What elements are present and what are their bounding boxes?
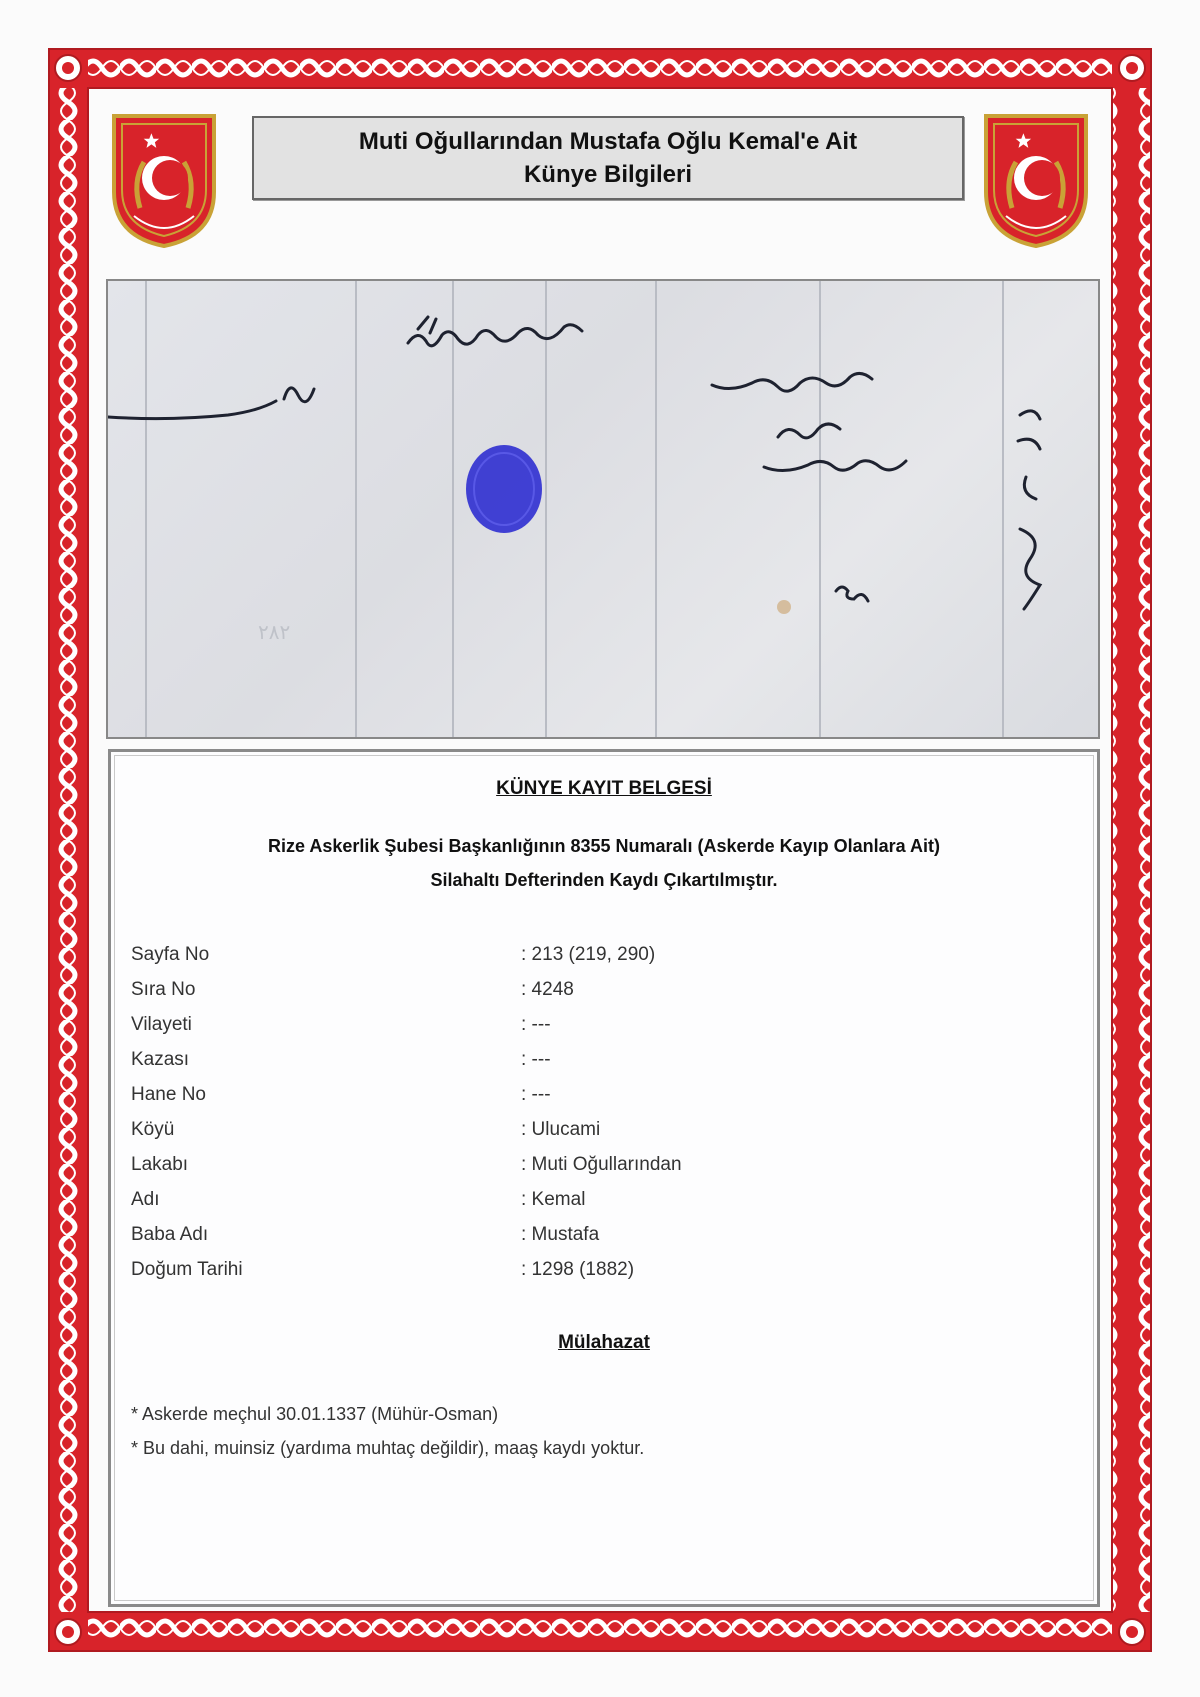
manuscript-image bbox=[106, 279, 1100, 739]
field-value: : Ulucami bbox=[521, 1119, 601, 1140]
field-label: Adı bbox=[131, 1189, 160, 1210]
field-value: : Kemal bbox=[521, 1189, 586, 1210]
field-row bbox=[131, 1014, 1031, 1044]
record-panel bbox=[108, 749, 1100, 1607]
field-label: Kazası bbox=[131, 1049, 190, 1070]
field-value: : Mustafa bbox=[521, 1224, 600, 1245]
field-value: : --- bbox=[521, 1084, 551, 1105]
field-row bbox=[131, 1154, 1031, 1184]
field-label: Doğum Tarihi bbox=[131, 1259, 243, 1280]
field-label: Köyü bbox=[131, 1119, 175, 1140]
svg-text:٢٨٢: ٢٨٢ bbox=[258, 620, 291, 644]
field-row bbox=[131, 944, 1031, 974]
record-title: KÜNYE KAYIT BELGESİ bbox=[496, 778, 712, 799]
field-label: Lakabı bbox=[131, 1154, 189, 1175]
field-row bbox=[131, 1084, 1031, 1114]
title-line-2: Künye Bilgileri bbox=[523, 161, 693, 188]
field-value: : Muti Oğullarından bbox=[521, 1154, 682, 1175]
field-row bbox=[131, 1119, 1031, 1149]
field-row bbox=[131, 1189, 1031, 1219]
field-label: Sayfa No bbox=[131, 944, 210, 965]
page-title bbox=[252, 116, 964, 200]
record-subtitle-line-2: Silahaltı Defterinden Kaydı Çıkartılmıştır. bbox=[430, 870, 778, 890]
field-value: : 213 (219, 290) bbox=[521, 944, 656, 965]
field-row bbox=[131, 1049, 1031, 1079]
field-label: Hane No bbox=[131, 1084, 206, 1105]
remark-item: * Askerde meçhul 30.01.1337 (Mühür-Osman) bbox=[131, 1404, 499, 1424]
field-label: Vilayeti bbox=[131, 1014, 192, 1035]
field-row bbox=[131, 979, 1031, 1009]
remarks-title: Mülahazat bbox=[558, 1332, 650, 1353]
field-label: Baba Adı bbox=[131, 1224, 209, 1245]
field-row bbox=[131, 1224, 1031, 1254]
title-line-1: Muti Oğullarından Mustafa Oğlu Kemal'e Ait bbox=[358, 128, 858, 155]
record-subtitle-line-1: Rize Askerlik Şubesi Başkanlığının 8355 Numaralı (Askerde Kayıp Olanlara Ait) bbox=[268, 836, 940, 856]
field-value: : 4248 bbox=[521, 979, 574, 1000]
field-value: : --- bbox=[521, 1014, 551, 1035]
remark-item: * Bu dahi, muinsiz (yardıma muhtaç değildir), maaş kaydı yoktur. bbox=[131, 1438, 645, 1458]
ministry-emblem-icon bbox=[982, 112, 1090, 250]
ministry-emblem-icon bbox=[110, 112, 218, 250]
field-value: : 1298 (1882) bbox=[521, 1259, 635, 1280]
field-row bbox=[131, 1259, 1031, 1289]
field-label: Sıra No bbox=[131, 979, 196, 1000]
field-value: : --- bbox=[521, 1049, 551, 1070]
